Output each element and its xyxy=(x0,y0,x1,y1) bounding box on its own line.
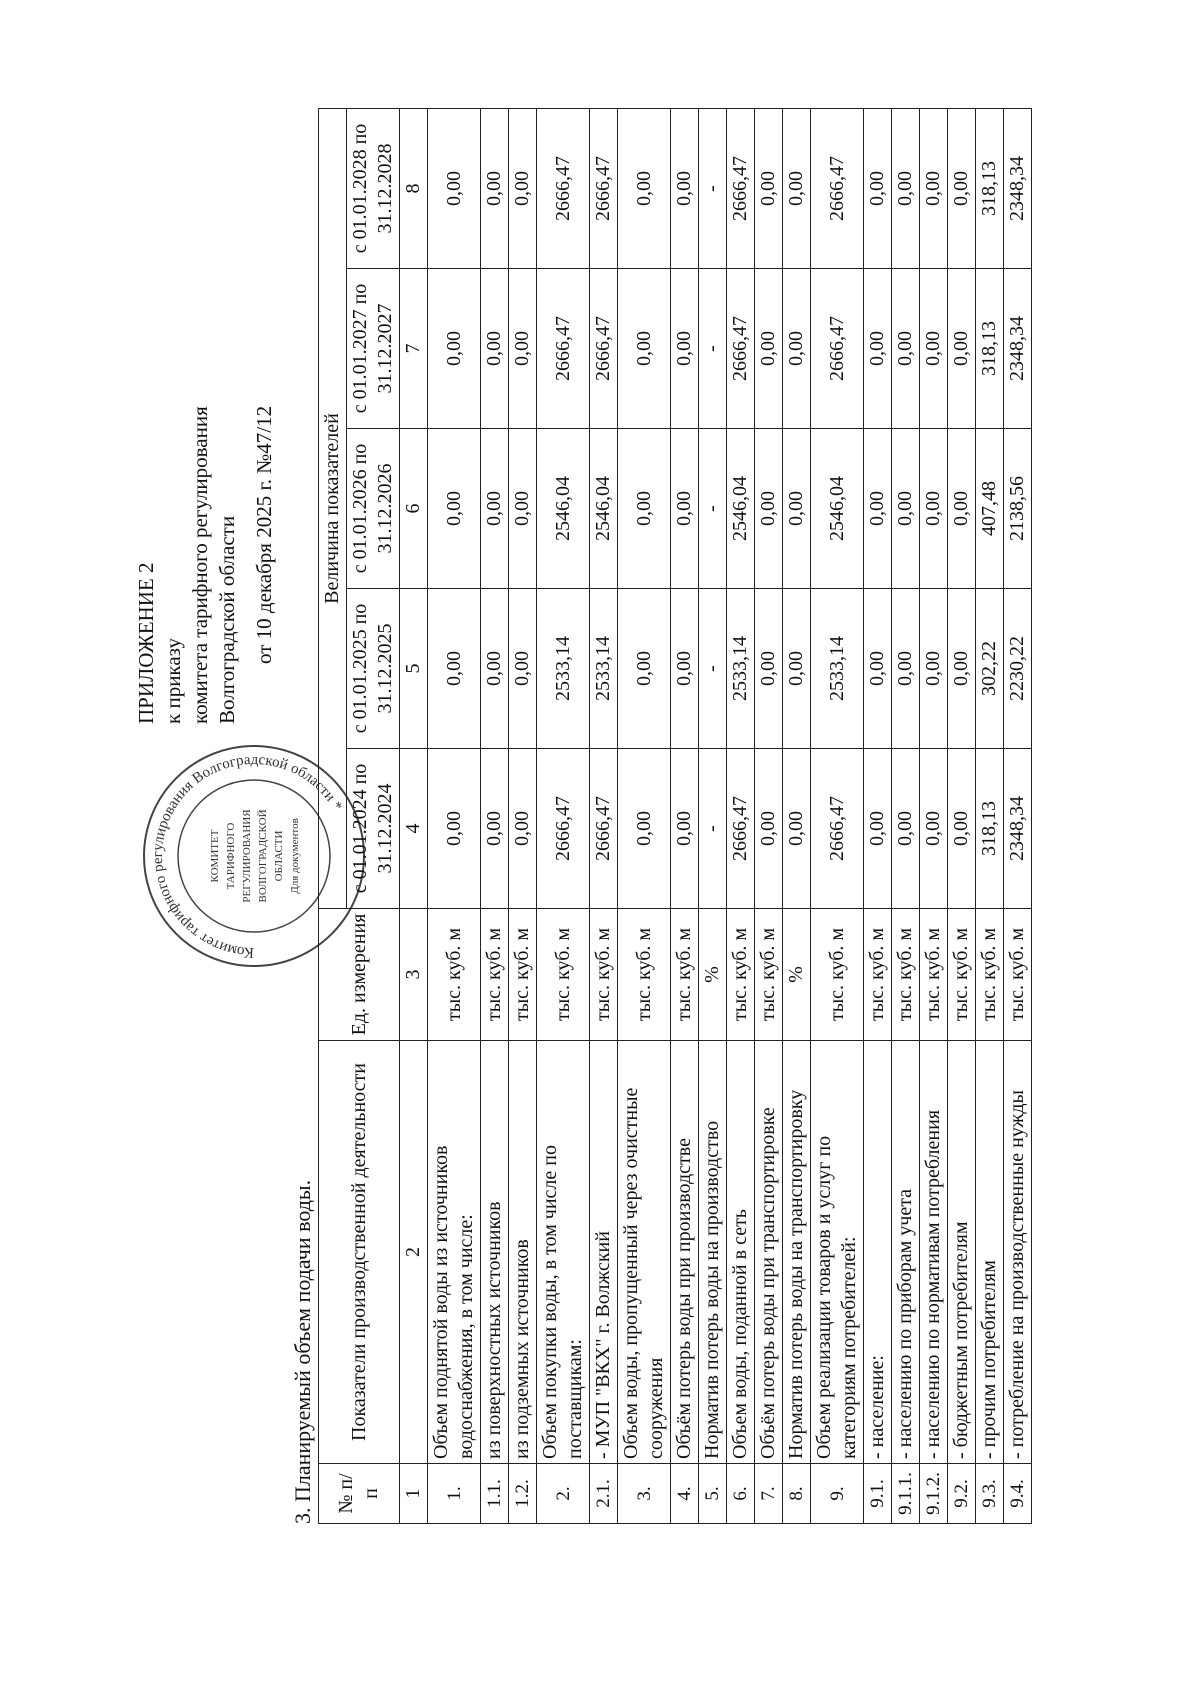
value-cell: 0,00 xyxy=(428,109,481,269)
value-cell: 2666,47 xyxy=(811,749,864,909)
stamp-ring-text: Комитет тарифного регулирования Волгоградской области * xyxy=(149,751,346,961)
appendix-line-3: Волгоградской области xyxy=(215,515,239,724)
table-row xyxy=(481,109,509,1524)
appendix-header xyxy=(133,304,278,724)
unit-cell: тыс. куб. м xyxy=(671,909,699,1041)
value-cell: 0,00 xyxy=(948,429,976,589)
value-cell: 0,00 xyxy=(618,269,671,429)
value-cell: 0,00 xyxy=(864,429,892,589)
value-cell: 318,13 xyxy=(976,109,1004,269)
value-cell: 0,00 xyxy=(864,109,892,269)
value-cell: 0,00 xyxy=(783,269,811,429)
value-cell: 318,13 xyxy=(976,749,1004,909)
table-row xyxy=(920,109,948,1524)
value-cell: 0,00 xyxy=(618,109,671,269)
row-number: 5. xyxy=(699,1464,727,1524)
column-number: 6 xyxy=(400,429,428,589)
unit-cell: % xyxy=(699,909,727,1041)
value-cell: 0,00 xyxy=(509,589,537,749)
value-cell: 2666,47 xyxy=(727,109,755,269)
table-row xyxy=(948,109,976,1524)
appendix-line-2: комитета тарифного регулирования xyxy=(188,406,212,724)
stamp-center-line: ОБЛАСТИ xyxy=(273,830,285,882)
value-cell: 0,00 xyxy=(671,429,699,589)
row-number: 6. xyxy=(727,1464,755,1524)
value-cell: 0,00 xyxy=(864,749,892,909)
indicator-name: Объем реализации товаров и услуг по категориям потребителей: xyxy=(811,1041,864,1464)
indicator-name: Норматив потерь воды на транспортировку xyxy=(783,1041,811,1464)
value-cell: 407,48 xyxy=(976,429,1004,589)
indicator-name: - бюджетным потребителям xyxy=(948,1041,976,1464)
value-cell: - xyxy=(699,429,727,589)
value-cell: 2666,47 xyxy=(537,109,590,269)
value-cell: 2546,04 xyxy=(811,429,864,589)
value-cell: 0,00 xyxy=(509,429,537,589)
value-cell: 0,00 xyxy=(755,589,783,749)
unit-cell: тыс. куб. м xyxy=(811,909,864,1041)
indicator-name: - МУП "ВКХ" г. Волжский xyxy=(590,1041,618,1464)
value-cell: 318,13 xyxy=(976,269,1004,429)
value-cell: 2348,34 xyxy=(1004,749,1032,909)
stamp-center-line: КОМИТЕТ xyxy=(209,829,221,883)
value-cell: 302,22 xyxy=(976,589,1004,749)
table-row xyxy=(699,109,727,1524)
row-number: 4. xyxy=(671,1464,699,1524)
value-cell: 0,00 xyxy=(892,429,920,589)
value-cell: 0,00 xyxy=(755,109,783,269)
value-cell: 0,00 xyxy=(509,269,537,429)
value-cell: 2348,34 xyxy=(1004,269,1032,429)
row-number: 9.3. xyxy=(976,1464,1004,1524)
value-cell: 2666,47 xyxy=(590,109,618,269)
row-number: 9.4. xyxy=(1004,1464,1032,1524)
row-number: 9.1.2. xyxy=(920,1464,948,1524)
indicator-name: Объём потерь воды при производстве xyxy=(671,1041,699,1464)
value-cell: 2666,47 xyxy=(590,269,618,429)
value-cell: 0,00 xyxy=(618,589,671,749)
table-row xyxy=(1004,109,1032,1524)
table-row xyxy=(727,109,755,1524)
indicator-name: Объем поднятой воды из источников водоснабжения, в том числе: xyxy=(428,1041,481,1464)
indicator-name: - населению по нормативам потребления xyxy=(920,1041,948,1464)
value-cell: 0,00 xyxy=(864,589,892,749)
unit-cell: тыс. куб. м xyxy=(537,909,590,1041)
unit-cell: тыс. куб. м xyxy=(428,909,481,1041)
value-cell: 2230,22 xyxy=(1004,589,1032,749)
table-row xyxy=(783,109,811,1524)
value-cell: 0,00 xyxy=(920,109,948,269)
column-number: 2 xyxy=(400,1041,428,1464)
column-number: 4 xyxy=(400,749,428,909)
indicator-name: Норматив потерь воды на производство xyxy=(699,1041,727,1464)
value-cell: 0,00 xyxy=(481,429,509,589)
value-cell: - xyxy=(699,269,727,429)
value-cell: 0,00 xyxy=(892,749,920,909)
row-number: 2. xyxy=(537,1464,590,1524)
indicator-name: из подземных источников xyxy=(509,1041,537,1464)
value-cell: 2666,47 xyxy=(811,109,864,269)
value-cell: - xyxy=(699,749,727,909)
value-cell: 2666,47 xyxy=(537,749,590,909)
row-number: 9.1. xyxy=(864,1464,892,1524)
header-unit: Ед. измерения xyxy=(319,909,400,1041)
indicator-name: - прочим потребителям xyxy=(976,1041,1004,1464)
value-cell: 2546,04 xyxy=(727,429,755,589)
value-cell: 2666,47 xyxy=(537,269,590,429)
row-number: 8. xyxy=(783,1464,811,1524)
unit-cell: тыс. куб. м xyxy=(509,909,537,1041)
indicator-name: Объем воды, поданной в сеть xyxy=(727,1041,755,1464)
value-cell: 0,00 xyxy=(428,269,481,429)
value-cell: 0,00 xyxy=(920,589,948,749)
unit-cell: тыс. куб. м xyxy=(590,909,618,1041)
unit-cell: тыс. куб. м xyxy=(727,909,755,1041)
value-cell: 0,00 xyxy=(920,749,948,909)
value-cell: 2666,47 xyxy=(727,269,755,429)
value-cell: 0,00 xyxy=(481,589,509,749)
value-cell: 0,00 xyxy=(618,429,671,589)
header-row-1 xyxy=(319,109,347,1524)
value-cell: 0,00 xyxy=(892,109,920,269)
row-number: 3. xyxy=(618,1464,671,1524)
section-title: 3. Планируемый объем подачи воды. xyxy=(290,1179,315,1524)
value-cell: 0,00 xyxy=(892,589,920,749)
value-cell: 0,00 xyxy=(892,269,920,429)
stamp-center-line: РЕГУЛИРОВАНИЯ xyxy=(241,809,253,903)
appendix-line-1: к приказу xyxy=(161,638,185,724)
indicator-name: из поверхностных источников xyxy=(481,1041,509,1464)
unit-cell: тыс. куб. м xyxy=(755,909,783,1041)
header-num: № п/п xyxy=(319,1464,400,1524)
appendix-title: ПРИЛОЖЕНИЕ 2 xyxy=(134,562,158,724)
header-period: с 01.01.2026 по 31.12.2026 xyxy=(347,429,400,589)
value-cell: 0,00 xyxy=(671,589,699,749)
unit-cell: тыс. куб. м xyxy=(892,909,920,1041)
row-number: 1.2. xyxy=(509,1464,537,1524)
stamp-center-line: Для документов xyxy=(289,818,301,894)
value-cell: 0,00 xyxy=(920,269,948,429)
row-number: 9.1.1. xyxy=(892,1464,920,1524)
table-row xyxy=(509,109,537,1524)
value-cell: 2348,34 xyxy=(1004,109,1032,269)
column-number: 1 xyxy=(400,1464,428,1524)
value-cell: 0,00 xyxy=(755,269,783,429)
column-number-row xyxy=(400,109,428,1524)
header-period: с 01.01.2028 по 31.12.2028 xyxy=(347,109,400,269)
indicator-name: Объем воды, пропущенный через очистные сооружения xyxy=(618,1041,671,1464)
value-cell: 2666,47 xyxy=(811,269,864,429)
value-cell: 2546,04 xyxy=(590,429,618,589)
table-row xyxy=(892,109,920,1524)
value-cell: 0,00 xyxy=(428,429,481,589)
indicator-name: - населению по приборам учета xyxy=(892,1041,920,1464)
row-number: 9. xyxy=(811,1464,864,1524)
value-cell: 2666,47 xyxy=(590,749,618,909)
value-cell: 0,00 xyxy=(481,109,509,269)
column-number: 5 xyxy=(400,589,428,749)
value-cell: 0,00 xyxy=(428,589,481,749)
indicator-name: - население: xyxy=(864,1041,892,1464)
table-row xyxy=(618,109,671,1524)
row-number: 2.1. xyxy=(590,1464,618,1524)
value-cell: 0,00 xyxy=(783,109,811,269)
unit-cell: тыс. куб. м xyxy=(1004,909,1032,1041)
indicator-name: Объем покупки воды, в том числе по поставщикам: xyxy=(537,1041,590,1464)
indicator-name: - потребление на производственные нужды xyxy=(1004,1041,1032,1464)
value-cell: 0,00 xyxy=(783,429,811,589)
table-row xyxy=(590,109,618,1524)
unit-cell: тыс. куб. м xyxy=(976,909,1004,1041)
value-cell: 0,00 xyxy=(671,749,699,909)
unit-cell: тыс. куб. м xyxy=(948,909,976,1041)
value-cell: 2533,14 xyxy=(590,589,618,749)
value-cell: 0,00 xyxy=(755,749,783,909)
value-cell: 2533,14 xyxy=(537,589,590,749)
row-number: 7. xyxy=(755,1464,783,1524)
header-period: с 01.01.2025 по 31.12.2025 xyxy=(347,589,400,749)
value-cell: 0,00 xyxy=(481,269,509,429)
header-period: с 01.01.2027 по 31.12.2027 xyxy=(347,269,400,429)
value-cell: 2533,14 xyxy=(727,589,755,749)
value-cell: 0,00 xyxy=(509,109,537,269)
header-indicator: Показатели производственной деятельности xyxy=(319,1041,400,1464)
value-cell: 0,00 xyxy=(671,269,699,429)
value-cell: 0,00 xyxy=(864,269,892,429)
value-cell: 0,00 xyxy=(481,749,509,909)
value-cell: 0,00 xyxy=(509,749,537,909)
row-number: 1.1. xyxy=(481,1464,509,1524)
value-cell: 2546,04 xyxy=(537,429,590,589)
row-number: 1. xyxy=(428,1464,481,1524)
value-cell: 2138,56 xyxy=(1004,429,1032,589)
table-row xyxy=(537,109,590,1524)
value-cell: 0,00 xyxy=(755,429,783,589)
column-number: 7 xyxy=(400,269,428,429)
unit-cell: тыс. куб. м xyxy=(864,909,892,1041)
row-number: 9.2. xyxy=(948,1464,976,1524)
stamp-center-line: ТАРИФНОГО xyxy=(225,822,237,890)
order-date: от 10 декабря 2025 г. №47/12 xyxy=(252,405,276,664)
table-row xyxy=(976,109,1004,1524)
value-cell: 0,00 xyxy=(783,749,811,909)
value-cell: - xyxy=(699,589,727,749)
stamp-center-line: ВОЛГОГРАДСКОЙ xyxy=(257,809,269,903)
table-row xyxy=(811,109,864,1524)
table-row xyxy=(755,109,783,1524)
unit-cell: тыс. куб. м xyxy=(618,909,671,1041)
value-cell: 0,00 xyxy=(618,749,671,909)
value-cell: 0,00 xyxy=(948,749,976,909)
value-cell: 0,00 xyxy=(948,589,976,749)
table-row xyxy=(864,109,892,1524)
value-cell: 0,00 xyxy=(948,269,976,429)
value-cell: 2533,14 xyxy=(811,589,864,749)
value-cell: 0,00 xyxy=(783,589,811,749)
header-values-group: Величина показателей xyxy=(319,109,347,909)
table-row xyxy=(428,109,481,1524)
value-cell: 0,00 xyxy=(671,109,699,269)
stamp-center-text xyxy=(209,809,301,903)
water-supply-table xyxy=(318,108,1032,1524)
unit-cell: тыс. куб. м xyxy=(481,909,509,1041)
table-body xyxy=(428,109,1032,1524)
value-cell: 0,00 xyxy=(428,749,481,909)
table-row xyxy=(671,109,699,1524)
value-cell: 2666,47 xyxy=(727,749,755,909)
value-cell: 0,00 xyxy=(948,109,976,269)
unit-cell: % xyxy=(783,909,811,1041)
column-number: 3 xyxy=(400,909,428,1041)
header-period: с 01.01.2024 по 31.12.2024 xyxy=(347,749,400,909)
value-cell: - xyxy=(699,109,727,269)
value-cell: 0,00 xyxy=(920,429,948,589)
column-number: 8 xyxy=(400,109,428,269)
indicator-name: Объём потерь воды при транспортировке xyxy=(755,1041,783,1464)
unit-cell: тыс. куб. м xyxy=(920,909,948,1041)
